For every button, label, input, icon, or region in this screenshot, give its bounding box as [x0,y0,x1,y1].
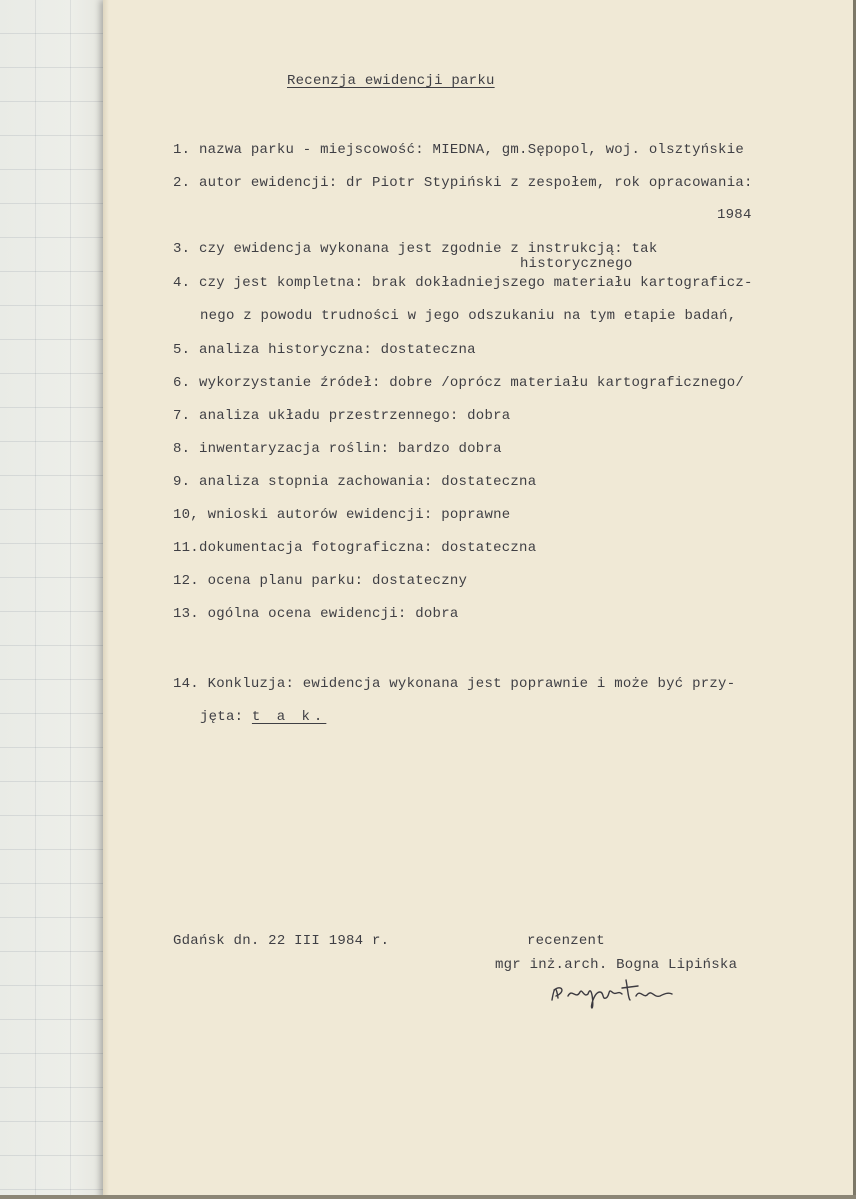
underlying-page-table-lines [0,0,120,1199]
reviewer-name: mgr inż.arch. Bogna Lipińska [495,957,738,973]
item-11: 11.dokumentacja fotograficzna: dostateczna [173,540,537,556]
conclusion-line-1: 14. Konkluzja: ewidencja wykonana jest poprawnie i może być przy- [173,676,736,692]
item-6: 6. wykorzystanie źródeł: dobre /oprócz materiału kartograficznego/ [173,375,744,391]
scan-edge-bottom [0,1195,856,1199]
handwritten-signature [548,970,678,1015]
conclusion-prefix: jęta: [200,709,252,725]
item-3-insert: historycznego [520,256,633,272]
item-9: 9. analiza stopnia zachowania: dostateczna [173,474,537,490]
signature-icon [548,970,678,1010]
item-13: 13. ogólna ocena ewidencji: dobra [173,606,459,622]
item-4: 4. czy jest kompletna: brak dokładniejszego materiału kartograficz- [173,275,753,291]
underlying-page [0,0,120,1199]
place-date: Gdańsk dn. 22 III 1984 r. [173,933,390,949]
document-title: Recenzja ewidencji parku [287,73,495,89]
item-1: 1. nazwa parku - miejscowość: MIEDNA, gm.Sępopol, woj. olsztyńskie [173,142,744,158]
reviewer-role: recenzent [527,933,605,949]
item-12: 12. ocena planu parku: dostateczny [173,573,468,589]
conclusion-line-2 [200,709,326,725]
item-3: 3. czy ewidencja wykonana jest zgodnie z instrukcją: tak [173,241,658,257]
item-2-year: 1984 [717,207,752,223]
conclusion-answer: t a k. [251,709,327,725]
item-7: 7. analiza układu przestrzennego: dobra [173,408,511,424]
item-10: 10, wnioski autorów ewidencji: poprawne [173,507,511,523]
item-8: 8. inwentaryzacja roślin: bardzo dobra [173,441,502,457]
item-4-continued: nego z powodu trudności w jego odszukaniu na tym etapie badań, [200,308,737,324]
item-5: 5. analiza historyczna: dostateczna [173,342,476,358]
item-2: 2. autor ewidencji: dr Piotr Stypiński z zespołem, rok opracowania: [173,175,753,191]
